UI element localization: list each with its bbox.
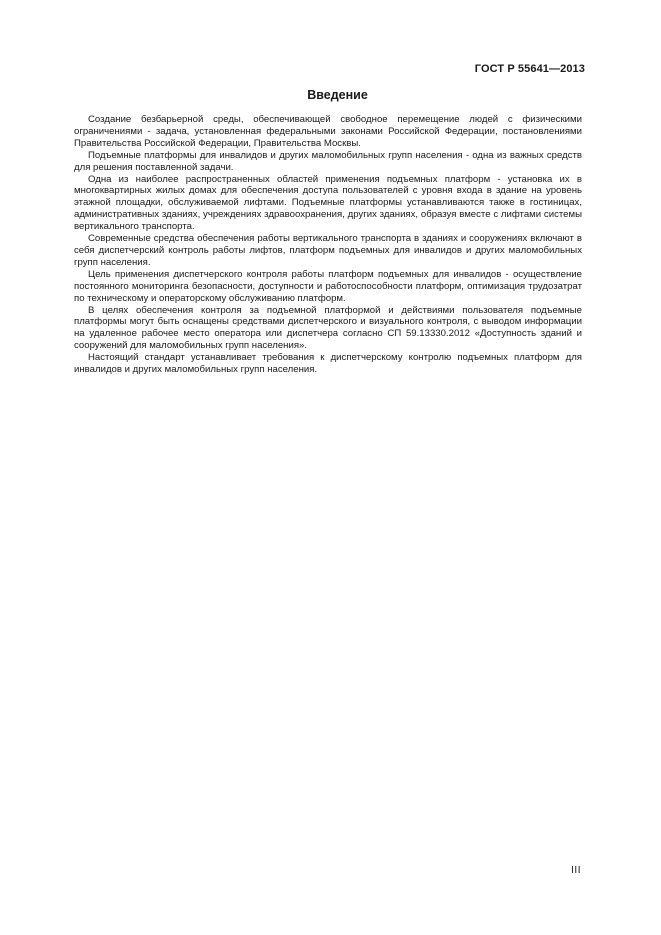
paragraph: Настоящий стандарт устанавливает требования к диспетчерскому контролю подъемных платформ для инвалидов и других маломобильных групп населения.	[74, 352, 582, 376]
paragraph: Цель применения диспетчерского контроля работы платформ подъемных для инвалидов - осуществление постоянного мониторинга безопасности, доступности и работоспособности платформ, оптимизация трудозатрат по техническому и операторскому обслуживанию платформ.	[74, 268, 582, 304]
document-code: ГОСТ Р 55641—2013	[474, 63, 585, 75]
paragraph: Создание безбарьерной среды, обеспечивающей свободное перемещение людей с физическими ограничениями - задача, установленная федеральными законами Российской Федерации, постановлениями Правительства Российской Федерации, Правительства Москвы.	[74, 114, 582, 149]
paragraph: Современные средства обеспечения работы вертикального транспорта в зданиях и сооружениях включают в себя диспетчерский контроль работы лифтов, платформ подъемных для инвалидов и других маломобильных групп населения.	[74, 233, 582, 268]
paragraph: Одна из наиболее распространенных областей применения подъемных платформ - установка их в многоквартирных жилых домах для обеспечения доступа пользователей с уровня входа в здание на уровень этажной площадки, обслуживаемой лифтами. Подъемные платформы устанавливаются также в гостиницах, административных зданиях, учреждениях здравоохранения, других зданиях, образуя вместе с лифтами системы вертикального транспорта.	[74, 173, 582, 233]
paragraph: В целях обеспечения контроля за подъемной платформой и действиями пользователя подъемные платформы могут быть оснащены средствами диспетчерского и визуального контроля, с выводом информации на удаленное рабочее место оператора или диспетчера согласно СП 59.13330.2012 «Доступность зданий и сооружений для маломобильных групп населения».	[74, 304, 582, 352]
body-text	[74, 114, 582, 376]
page-title: Введение	[307, 88, 368, 102]
paragraph: Подъемные платформы для инвалидов и других маломобильных групп населения - одна из важных средств для решения поставленной задачи.	[74, 149, 582, 173]
page-number: III	[571, 865, 581, 876]
